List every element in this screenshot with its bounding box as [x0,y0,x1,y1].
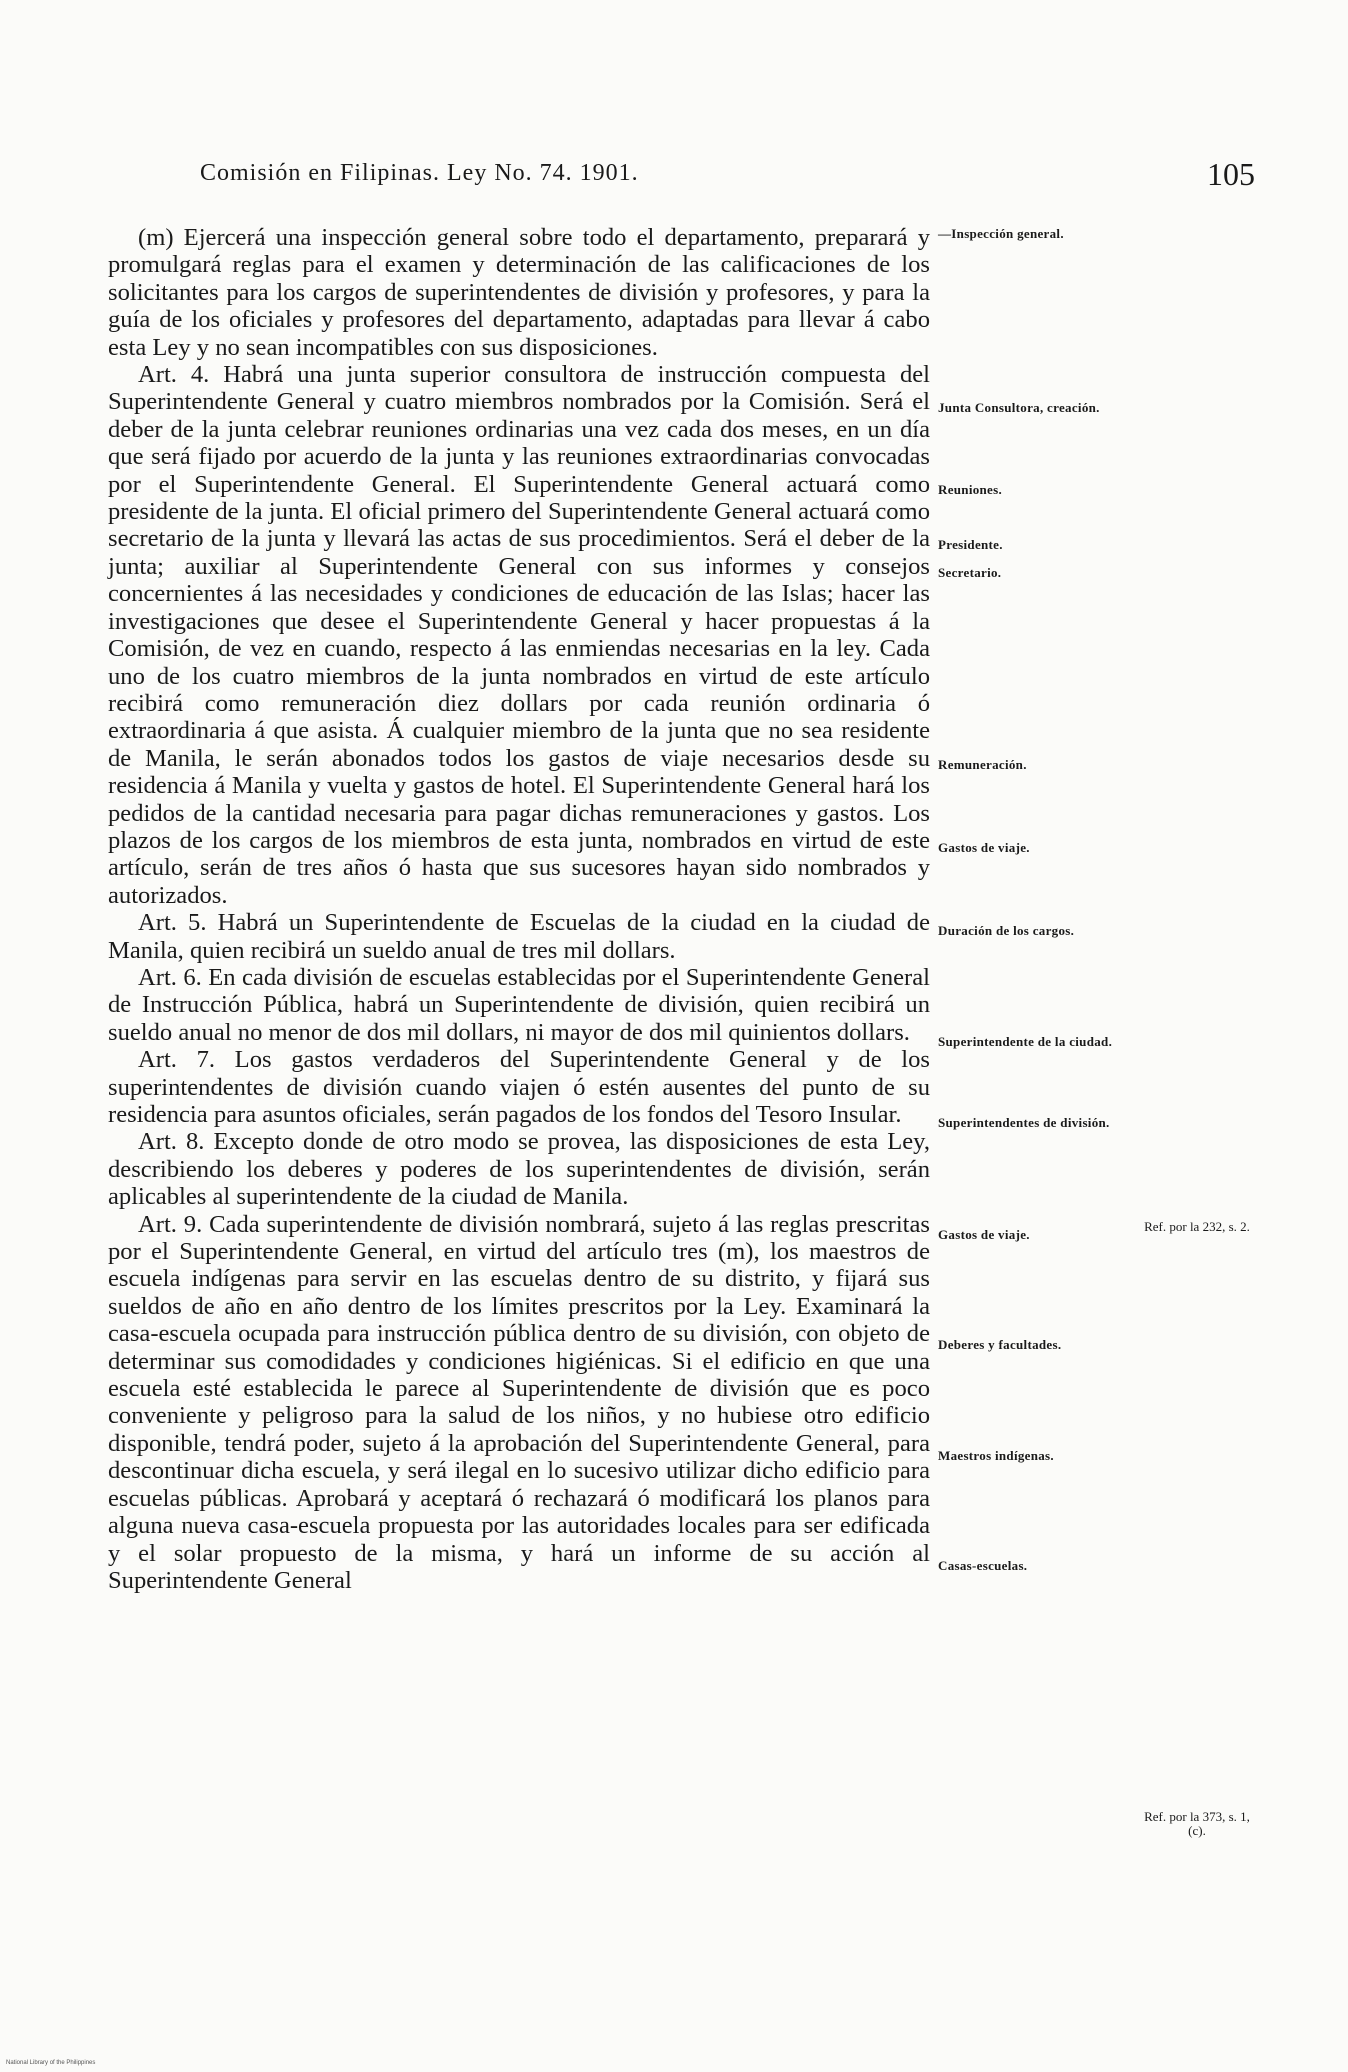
paragraph-art-5: Art. 5. Habrá un Superintendente de Escuelas de la ciudad en la ciudad de Manila, quien recibirá un sueldo anual de tres mil dollars. [108,909,930,964]
side-note-duracion: Duración de los cargos. [938,923,1075,938]
paragraph-m: (m) Ejercerá una inspección general sobre todo el departamento, preparará y promulgará reglas para el examen y determinación de las calificaciones de los solicitantes para los cargos de superintendentes de división y profesores, y para la guía de los oficiales y profesores del departamento, adaptadas para llevar á cabo esta Ley y no sean incompatibles con sus disposiciones. [108,224,930,361]
page-number: 105 [1207,156,1255,192]
side-note-superintendente-ciudad: Superintendente de la ciudad. [938,1034,1113,1049]
side-note-secretario: Secretario. [938,565,1002,580]
side-note-junta: Junta Consultora, creación. [938,400,1100,415]
side-note-reuniones: Reuniones. [938,482,1003,497]
side-note-inspeccion: —Inspección general. [938,226,1064,241]
side-note-remuneracion: Remuneración. [938,757,1027,772]
paragraph-art-6: Art. 6. En cada división de escuelas establecidas por el Superintendente General de Instrucción Pública, habrá un Superintendente de división, quien recibirá un sueldo anual no menor de dos mil dollars, ni mayor de dos mil quinientos dollars. [108,963,930,1046]
side-note-deberes: Deberes y facultades. [938,1337,1062,1352]
ref-note-1: Ref. por la 232, s. 2. [1144,1219,1250,1234]
paragraph-art-7: Art. 7. Los gastos verdaderos del Superintendente General y de los superintendentes de división cuando viajen ó estén ausentes del punto de su residencia para asuntos oficiales, serán pagados de los fondos del Tesoro Insular. [108,1046,930,1128]
side-note-casas-escuelas: Casas-escuelas. [938,1558,1028,1573]
side-note-maestros: Maestros indígenas. [938,1448,1054,1463]
paragraph-art-4: Art. 4. Habrá una junta superior consultora de instrucción compuesta del Superintendente General y cuatro miembros nombrados por la Comisión. Será el deber de la junta celebrar reuniones ordinarias una vez cada dos meses, en un día que será fijado por acuerdo de la junta y las reuniones extraordinarias convocadas por el Superintendente General. El Superintendente General actuará como presidente de la junta. El oficial primero del Superintendente General actuará como secretario de la junta y llevará las actas de sus procedimientos. Será el deber de la junta; auxiliar al Superintendente General con sus informes y consejos concernientes á las necesidades y condiciones de educación de las Islas; hacer las investigaciones que desee el Superintendente General y hacer propuestas á la Comisión, de vez en cuando, respecto á las enmiendas necesarias en la ley. Cada uno de los cuatro miembros de la junta nombrados en virtud de este artículo recibirá como remuneración diez dollars por cada reunión ordinaria ó extraordinaria á que asista. Á cualquier miembro de la junta que no sea residente de Manila, le serán abonados todos los gastos de viaje necesarios desde su residencia á Manila y vuelta y gastos de hotel. El Superintendente General hará los pedidos de la cantidad necesaria para pagar dichas remuneraciones y gastos. Los plazos de los cargos de los miembros de esta junta, nombrados en virtud de este artículo, serán de tres años ó hasta que sus sucesores hayan sido nombrados y autorizados. [108,361,930,909]
running-head-title: Comisión en Filipinas. Ley No. 74. 1901. [200,160,639,186]
side-note-superintendentes-division: Superintendentes de división. [938,1115,1110,1130]
side-note-gastos-viaje: Gastos de viaje. [938,840,1030,855]
paragraph-art-9: Art. 9. Cada superintendente de división nombrará, sujeto á las reglas prescritas por el Superintendente General, en virtud del artículo tres (m), los maestros de escuela indígenas para servir en las escuelas dentro de su distrito, y fijará sus sueldos de año en año dentro de los límites prescritos por la Ley. Examinará la casa-escuela ocupada para instrucción pública dentro de su división, con objeto de determinar sus comodidades y condiciones higiénicas. Si el edificio en que una escuela esté establecida le parece al Superintendente de división que es poco conveniente y peligroso para la salud de los niños, y no hubiese otro edificio disponible, tendrá poder, sujeto á la aprobación del Superintendente General, para descontinuar dicha escuela, y será ilegal en lo sucesivo utilizar dicho edificio para escuelas públicas. Aprobará y aceptará ó rechazará ó modificará los planos para alguna nueva casa-escuela propuesta por las autoridades locales para ser edificada y el solar propuesto de la misma, y hará un informe de su acción al Superintendente General [108,1210,930,1594]
side-note-gastos-viaje-2: Gastos de viaje. [938,1227,1030,1242]
side-note-presidente: Presidente. [938,537,1003,552]
paragraph-art-8: Art. 8. Excepto donde de otro modo se provea, las disposiciones de esta Ley, describiendo los deberes y poderes de los superintendentes de división, serán aplicables al superintendente de la ciudad de Manila. [108,1128,930,1211]
library-footer: National Library of the Philippines [6,2060,96,2066]
ref-note-2: Ref. por la 373, s. 1, (c). [1144,1809,1250,1838]
